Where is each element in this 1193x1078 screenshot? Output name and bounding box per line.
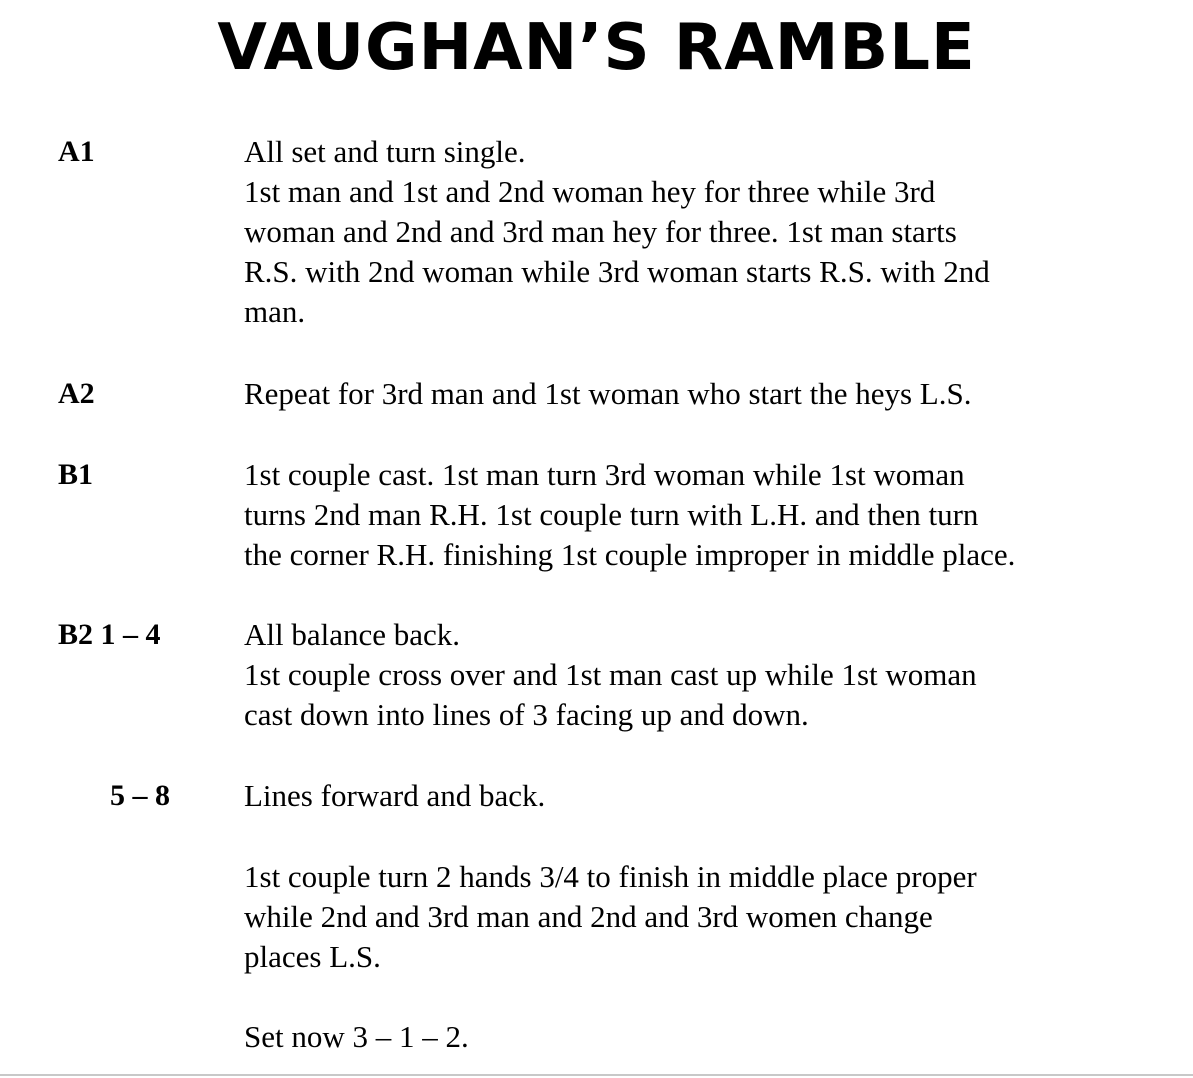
figure-label: A1 [58,135,95,168]
figure-label: 5 – 8 [110,779,170,812]
description-line: 1st man and 1st and 2nd woman hey for three while 3rd [244,174,936,209]
description-line: man. [244,294,306,329]
description-line: turns 2nd man R.H. 1st couple turn with L.H. and then turn [244,497,979,532]
description-line: Repeat for 3rd man and 1st woman who start the heys L.S. [244,376,972,411]
description-line: 1st couple cast. 1st man turn 3rd woman while 1st woman [244,457,965,492]
description-line: Lines forward and back. [244,778,546,813]
figure-label: B2 1 – 4 [58,618,161,651]
description-line: cast down into lines of 3 facing up and down. [244,697,809,732]
figure-label: A2 [58,377,95,410]
description-line: All balance back. [244,617,461,652]
description-line: while 2nd and 3rd man and 2nd and 3rd women change [244,899,933,934]
figure-description [244,1017,1184,1057]
bottom-divider [0,1074,1193,1076]
description-line: places L.S. [244,939,381,974]
figure-description [244,374,1184,414]
figure-description [244,857,1184,977]
description-line: woman and 2nd and 3rd man hey for three. 1st man starts [244,214,957,249]
figure-description [244,455,1184,575]
description-line: R.S. with 2nd woman while 3rd woman starts R.S. with 2nd [244,254,990,289]
description-line: 1st couple turn 2 hands 3/4 to finish in middle place proper [244,859,977,894]
figure-description [244,615,1184,735]
description-line: Set now 3 – 1 – 2. [244,1019,469,1054]
figure-description [244,132,1184,332]
description-line: the corner R.H. finishing 1st couple improper in middle place. [244,537,1016,572]
figure-description [244,776,1184,816]
figure-label: B1 [58,458,94,491]
description-line: All set and turn single. [244,134,526,169]
dance-title: VAUGHAN’S RAMBLE [217,11,976,85]
description-line: 1st couple cross over and 1st man cast up while 1st woman [244,657,977,692]
